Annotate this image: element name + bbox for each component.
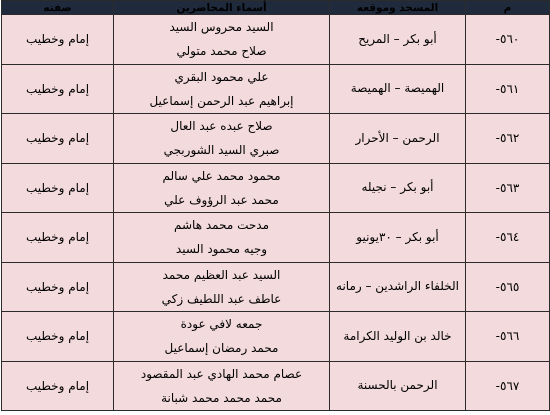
table-row <box>2 262 550 312</box>
lecturer-name: إبراهيم عبد الرحمن إسماعيل <box>149 93 294 108</box>
row-number: ٥٦٥- <box>466 262 550 312</box>
lecturer-names <box>114 114 330 164</box>
lecturer-name: محمد عبد الرؤوف علي <box>164 192 279 207</box>
table-header-row <box>2 1 550 15</box>
lecturer-name: صبري السيد الشوربجي <box>163 143 280 158</box>
mosque-location: أبو بكر – نجيله <box>330 163 466 213</box>
lecturer-names <box>114 262 330 312</box>
table-row <box>2 361 550 410</box>
table-row <box>2 114 550 164</box>
role-label: إمام وخطيب <box>2 361 114 410</box>
lecturer-names <box>114 163 330 213</box>
table-body <box>2 15 550 411</box>
role-label: إمام وخطيب <box>2 213 114 263</box>
lecturer-name: وجيه محمود السيد <box>175 242 268 257</box>
role-label: إمام وخطيب <box>2 15 114 65</box>
lecturer-name: محمود محمد علي سالم <box>162 168 281 183</box>
lecturer-names <box>114 64 330 114</box>
role-label: إمام وخطيب <box>2 262 114 312</box>
mosque-location: الرحمن – الأحرار <box>330 114 466 164</box>
row-number: ٥٦٤- <box>466 213 550 263</box>
table-row <box>2 64 550 114</box>
mosque-location: خالد بن الوليد الكرامة <box>330 312 466 362</box>
row-number: ٥٦٣- <box>466 163 550 213</box>
header-role: صفته <box>2 1 114 15</box>
row-number: ٥٦٢- <box>466 114 550 164</box>
row-number: ٥٦٧- <box>466 361 550 410</box>
lecturer-name: السيد عبد العظيم محمد <box>162 267 281 282</box>
row-number: ٥٦٦- <box>466 312 550 362</box>
row-number: ٥٦٠- <box>466 15 550 65</box>
lecturer-names <box>114 361 330 410</box>
lecturer-names <box>114 15 330 65</box>
table-row <box>2 15 550 65</box>
row-number: ٥٦١- <box>466 64 550 114</box>
table-row <box>2 163 550 213</box>
lecturer-names <box>114 213 330 263</box>
lecturer-names <box>114 312 330 362</box>
lecturer-name: جمعه لافي عودة <box>180 317 263 332</box>
table-row <box>2 312 550 362</box>
role-label: إمام وخطيب <box>2 64 114 114</box>
lecturer-name: صلاح محمد متولي <box>176 44 267 59</box>
role-label: إمام وخطيب <box>2 114 114 164</box>
lecturer-name: محمد محمد محمد شبانة <box>161 390 282 405</box>
lecturer-name: علي محمود البقري <box>174 69 269 84</box>
table-row <box>2 213 550 263</box>
lecturer-name: عاطف عبد اللطيف زكي <box>161 291 282 306</box>
imams-table <box>1 0 550 411</box>
lecturer-name: محمد رمضان إسماعيل <box>164 341 279 356</box>
header-number: م <box>466 1 550 15</box>
role-label: إمام وخطيب <box>2 312 114 362</box>
mosque-location: الرحمن بالحسنة <box>330 361 466 410</box>
mosque-location: الهميصة – الهميصة <box>330 64 466 114</box>
lecturer-name: عصام محمد الهادي عبد المقصود <box>140 366 303 381</box>
header-mosque: المسجد وموقعه <box>330 1 466 15</box>
header-lecturers: أسماء المحاضرين <box>114 1 330 15</box>
lecturer-name: صلاح عبده عبد العال <box>170 119 273 134</box>
mosque-location: الخلفاء الراشدين – رمانه <box>330 262 466 312</box>
role-label: إمام وخطيب <box>2 163 114 213</box>
lecturer-name: السيد محروس السيد <box>169 20 274 35</box>
lecturer-name: مدحت محمد هاشم <box>174 218 269 233</box>
mosque-location: أبو بكر – ٣٠يونيو <box>330 213 466 263</box>
mosque-location: أبو بكر – المريح <box>330 15 466 65</box>
